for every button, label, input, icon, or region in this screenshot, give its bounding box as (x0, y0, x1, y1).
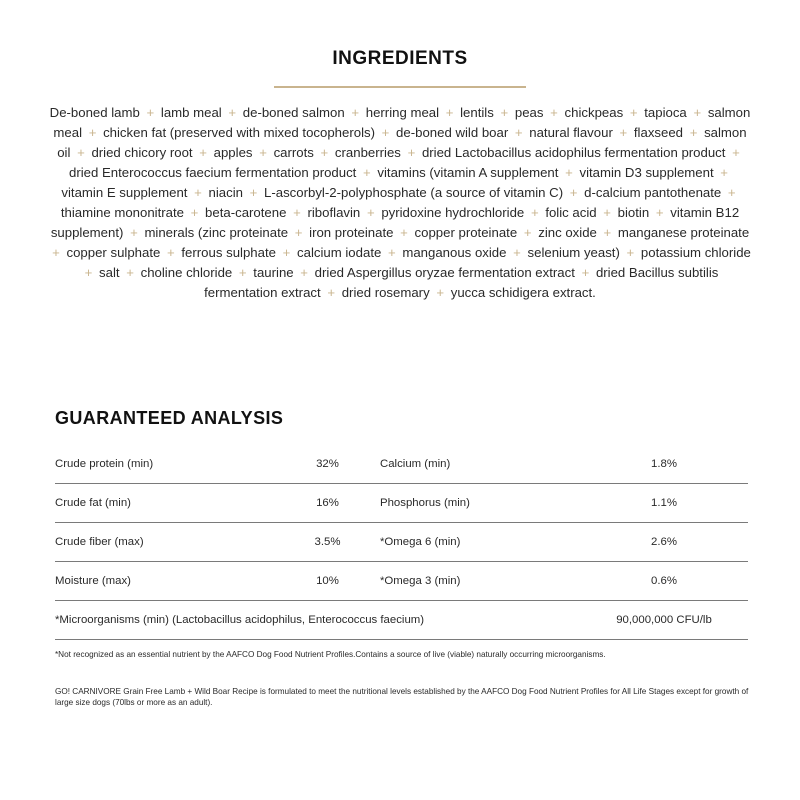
ingredient-item: dried chicory root (91, 145, 193, 160)
nutrient-value: 3.5% (314, 536, 341, 548)
ingredient-item: vitamin D3 supplement (579, 165, 714, 180)
analysis-row-microorganisms (55, 601, 748, 640)
ingredient-item: thiamine mononitrate (60, 205, 184, 220)
ingredient-item: salmon oil (57, 125, 747, 160)
separator-plus: + (249, 185, 258, 200)
nutrient-value: 1.1% (651, 497, 677, 509)
ingredient-item: de-boned wild boar (396, 125, 509, 140)
ingredient-item: natural flavour (529, 125, 613, 140)
nutrient-label: Phosphorus (min) (380, 497, 470, 509)
ingredient-item: biotin (617, 205, 650, 220)
ingredient-item: de-boned salmon (242, 105, 345, 120)
ingredient-item: yucca schidigera extract. (450, 285, 596, 300)
ingredient-item: manganous oxide (402, 245, 507, 260)
ingredient-item: taurine (253, 265, 294, 280)
ingredient-item: zinc oxide (538, 225, 597, 240)
nutrient-value: 2.6% (651, 536, 677, 548)
nutrient-value: 16% (316, 497, 339, 509)
separator-plus: + (693, 105, 702, 120)
ingredient-item: iron proteinate (309, 225, 394, 240)
ingredient-item: cranberries (334, 145, 401, 160)
ingredient-item: chicken fat (preserved with mixed tocopherols) (103, 125, 375, 140)
ingredient-item: potassium chloride (640, 245, 751, 260)
ingredient-item: apples (213, 145, 253, 160)
ingredient-item: choline chloride (140, 265, 233, 280)
separator-plus: + (603, 225, 612, 240)
nutrient-label: *Omega 6 (min) (380, 536, 461, 548)
separator-plus: + (689, 125, 698, 140)
separator-plus: + (320, 145, 329, 160)
nutrient-value: 32% (316, 458, 339, 470)
separator-plus: + (77, 145, 85, 160)
separator-plus: + (190, 205, 199, 220)
separator-plus: + (500, 105, 509, 120)
analysis-row (55, 484, 748, 523)
separator-plus: + (363, 165, 371, 180)
ingredient-item: beta-carotene (205, 205, 287, 220)
separator-plus: + (603, 205, 611, 220)
nutrient-label: *Omega 3 (min) (380, 575, 461, 587)
separator-plus: + (194, 185, 202, 200)
nutrient-label: Crude protein (min) (55, 458, 154, 470)
ingredient-item: peas (514, 105, 544, 120)
separator-plus: + (199, 145, 207, 160)
ingredient-item: vitamins (vitamin A supplement (377, 165, 559, 180)
ingredient-item: tapioca (644, 105, 687, 120)
separator-plus: + (366, 205, 375, 220)
ingredient-item: d-calcium pantothenate (584, 185, 722, 200)
ingredient-item: manganese proteinate (617, 225, 750, 240)
separator-plus: + (259, 145, 267, 160)
ingredient-item: flaxseed (633, 125, 684, 140)
nutrient-value: 10% (316, 575, 339, 587)
separator-plus: + (581, 265, 590, 280)
ingredient-item: calcium iodate (297, 245, 382, 260)
separator-plus: + (565, 165, 573, 180)
separator-plus: + (629, 105, 638, 120)
ingredient-item: vitamin E supplement (61, 185, 188, 200)
separator-plus: + (351, 105, 360, 120)
ingredient-item: ferrous sulphate (181, 245, 276, 260)
ingredient-item: vitamin B12 supplement) (50, 205, 740, 240)
analysis-row (55, 523, 748, 562)
ingredient-item: lamb meal (160, 105, 222, 120)
separator-plus: + (130, 225, 138, 240)
ingredient-item: copper sulphate (66, 245, 161, 260)
separator-plus: + (387, 245, 396, 260)
ingredient-item: salmon meal (53, 105, 751, 140)
separator-plus: + (228, 105, 237, 120)
aafco-statement: GO! CARNIVORE Grain Free Lamb + Wild Boar Recipe is formulated to meet the nutritional levels established by the AAFCO Dog Food Nutrient Profiles for All Life Stages except for growth of large size dogs (70lbs or more as an adult). (55, 687, 749, 707)
ingredient-item: dried Aspergillus oryzae fermentation extract (314, 265, 575, 280)
separator-plus: + (619, 125, 628, 140)
separator-plus: + (523, 225, 532, 240)
separator-plus: + (626, 245, 635, 260)
separator-plus: + (167, 245, 175, 260)
separator-plus: + (327, 285, 336, 300)
title-divider (274, 86, 526, 88)
separator-plus: + (655, 205, 664, 220)
ingredients-title: INGREDIENTS (332, 48, 468, 69)
ingredient-item: De-boned lamb (49, 105, 140, 120)
separator-plus: + (126, 265, 134, 280)
ingredient-item: riboflavin (307, 205, 361, 220)
analysis-table (55, 445, 748, 640)
nutrient-label: Crude fiber (max) (55, 536, 144, 548)
separator-plus: + (300, 265, 308, 280)
separator-plus: + (88, 125, 97, 140)
separator-plus: + (238, 265, 247, 280)
microorganisms-value: 90,000,000 CFU/lb (616, 614, 712, 626)
nutrient-value: 0.6% (651, 575, 677, 587)
separator-plus: + (400, 225, 408, 240)
ingredient-item: chickpeas (564, 105, 624, 120)
separator-plus: + (445, 105, 454, 120)
separator-plus: + (436, 285, 445, 300)
nutrient-label: Moisture (max) (55, 575, 131, 587)
separator-plus: + (146, 105, 155, 120)
ingredient-item: lentils (460, 105, 494, 120)
nutrient-label: Crude fat (min) (55, 497, 131, 509)
ingredient-item: dried Enterococcus faecium fermentation product (69, 165, 357, 180)
ingredient-item: folic acid (545, 205, 597, 220)
separator-plus: + (381, 125, 390, 140)
separator-plus: + (530, 205, 539, 220)
nutrient-label: Calcium (min) (380, 458, 451, 470)
ingredient-item: salt (99, 265, 120, 280)
footnote: *Not recognized as an essential nutrient by the AAFCO Dog Food Nutrient Profiles.Contains a source of live (viable) naturally occurring microorganisms. (55, 650, 606, 659)
separator-plus: + (550, 105, 558, 120)
separator-plus: + (407, 145, 416, 160)
separator-plus: + (732, 145, 740, 160)
ingredient-item: herring meal (365, 105, 440, 120)
ingredient-item: pyridoxine hydrochloride (381, 205, 525, 220)
separator-plus: + (727, 185, 736, 200)
separator-plus: + (514, 125, 523, 140)
separator-plus: + (513, 245, 521, 260)
analysis-title: GUARANTEED ANALYSIS (55, 408, 284, 428)
separator-plus: + (52, 245, 60, 260)
ingredient-item: carrots (273, 145, 314, 160)
ingredient-item: minerals (zinc proteinate (144, 225, 289, 240)
separator-plus: + (569, 185, 578, 200)
separator-plus: + (84, 265, 93, 280)
microorganisms-label: *Microorganisms (min) (Lactobacillus acidophilus, Enterococcus faecium) (55, 614, 425, 626)
ingredient-item: niacin (208, 185, 243, 200)
separator-plus: + (293, 205, 301, 220)
ingredient-item: selenium yeast) (527, 245, 620, 260)
separator-plus: + (294, 225, 303, 240)
ingredient-item: dried rosemary (341, 285, 430, 300)
nutrient-value: 1.8% (651, 458, 677, 470)
analysis-row (55, 445, 748, 484)
analysis-row (55, 562, 748, 601)
separator-plus: + (720, 165, 728, 180)
separator-plus: + (282, 245, 291, 260)
ingredient-item: copper proteinate (414, 225, 518, 240)
ingredient-item: L-ascorbyl-2-polyphosphate (a source of vitamin C) (264, 185, 564, 200)
ingredient-item: dried Lactobacillus acidophilus fermentation product (421, 145, 726, 160)
ingredient-item: dried Bacillus subtilis fermentation extract (204, 265, 719, 300)
ingredients-list (48, 103, 752, 303)
